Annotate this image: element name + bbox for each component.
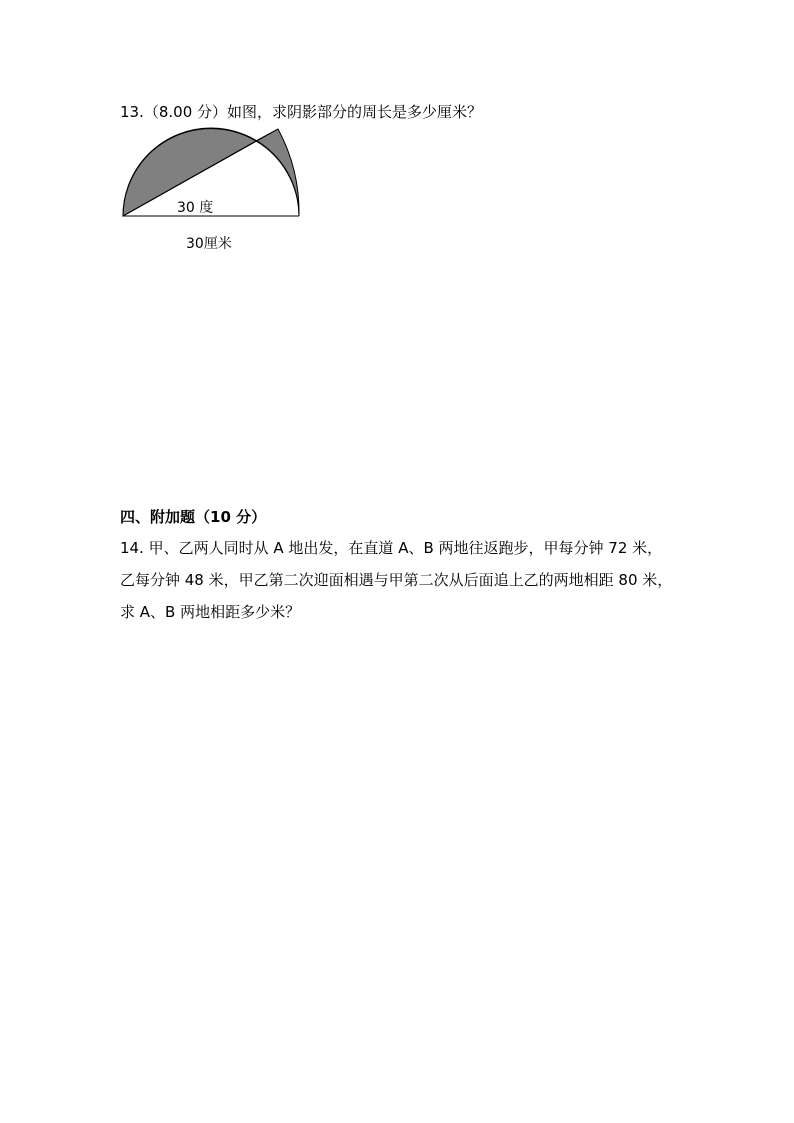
question-14-line-2: 乙每分钟 48 米，甲乙第二次迎面相遇与甲第二次从后面追上乙的两地相距 80 米， bbox=[120, 571, 673, 589]
length-label: 30厘米 bbox=[186, 236, 232, 252]
angle-label: 30 度 bbox=[177, 200, 214, 216]
section-title: 四、附加题（10 分） bbox=[120, 508, 267, 526]
question-13-figure bbox=[110, 120, 310, 260]
question-14-line-1: 14. 甲、乙两人同时从 A 地出发，在直道 A、B 两地往返跑步，甲每分钟 72 米， bbox=[120, 539, 663, 557]
question-13-text: 13.（8.00 分）如图，求阴影部分的周长是多少厘米？ bbox=[120, 103, 483, 121]
question-14-line-3: 求 A、B 两地相距多少米？ bbox=[120, 603, 301, 621]
sector-shaded-tip bbox=[256, 129, 299, 216]
